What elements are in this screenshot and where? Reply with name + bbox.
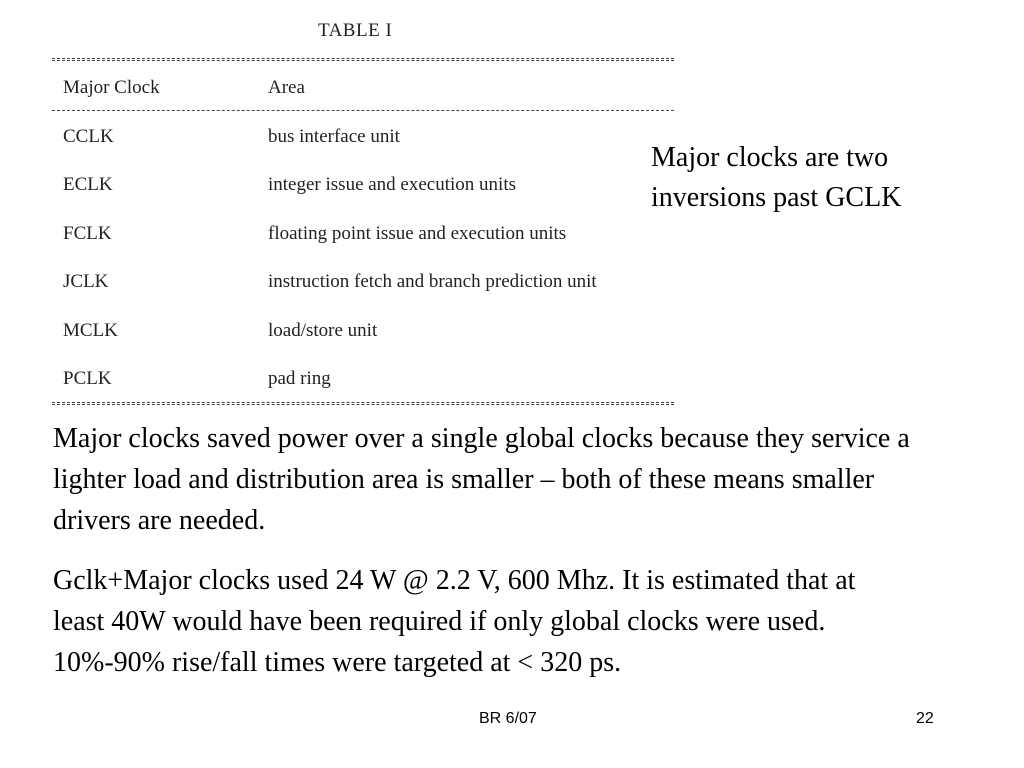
row-clock: CCLK [63,126,114,147]
row-clock: FCLK [63,223,112,244]
row-area: integer issue and execution units [268,174,516,195]
row-area: pad ring [268,368,331,389]
page-number: 22 [916,710,934,727]
row-area: load/store unit [268,320,378,341]
header-area: Area [268,77,305,98]
table-top-rule [52,58,674,61]
row-area: bus interface unit [268,126,400,147]
row-area: floating point issue and execution units [268,223,567,244]
side-note-line: Major clocks are two [651,142,889,173]
row-clock: MCLK [63,320,118,341]
row-clock: PCLK [63,368,112,389]
table-header-rule [52,110,674,111]
table-bottom-rule [52,402,674,405]
row-clock: JCLK [63,271,109,292]
header-major-clock: Major Clock [63,77,160,98]
side-note-line: inversions past GCLK [651,182,902,213]
side-note [651,138,901,218]
row-clock: ECLK [63,174,113,195]
table-title: TABLE I [318,20,393,41]
row-area: instruction fetch and branch prediction unit [268,271,597,292]
paragraph-power-figures: Gclk+Major clocks used 24 W @ 2.2 V, 600 Mhz. It is estimated that at least 40W would have been required if only global clocks were used. 10%-90% rise/fall times were targeted at < 320 ps. [53,565,856,678]
paragraph-power-savings: Major clocks saved power over a single global clocks because they service a lighter load and distribution area is smaller – both of these means smaller drivers are needed. [53,423,910,536]
footer-label: BR 6/07 [479,710,537,727]
